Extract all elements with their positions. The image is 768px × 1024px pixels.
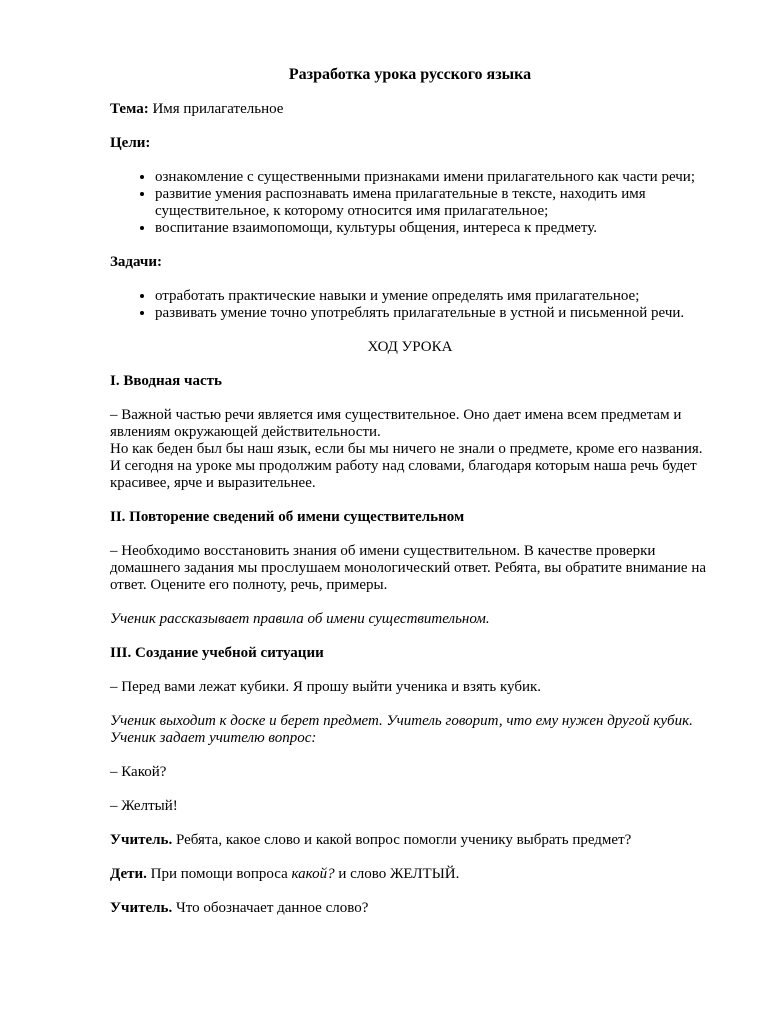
document-page [110, 66, 710, 934]
tasks-item: • отработать практические навыки и умение определять имя прилагательное; [155, 288, 710, 305]
children-text: и слово ЖЕЛТЫЙ. [334, 866, 460, 882]
section3-paragraph: – Перед вами лежат кубики. Я прошу выйти ученика и взять кубик. [110, 679, 542, 695]
topic-value: Имя прилагательное [148, 101, 284, 117]
teacher-label: Учитель. [110, 832, 173, 848]
lesson-heading: ХОД УРОКА [367, 339, 453, 355]
section1-paragraph: И сегодня на уроке мы продолжим работу над словами, благодаря которым наша речь будет красивее, ярче и выразительнее. [110, 458, 697, 491]
document-title: Разработка урока русского языка [288, 66, 532, 83]
teacher-line-2 [110, 900, 710, 917]
children-text: При помощи вопроса [146, 866, 292, 882]
section1-body [110, 407, 710, 492]
section1-paragraph: Но как беден был бы наш язык, если бы мы ничего не знали о предмете, кроме его названия. [110, 441, 703, 457]
section3-note: Ученик выходит к доске и берет предмет. Учитель говорит, что ему нужен другой кубик. Ученик задает учителю вопрос: [110, 713, 693, 746]
teacher-line-1 [110, 832, 710, 849]
tasks-item: • развивать умение точно употреблять прилагательные в устной и письменной речи. [155, 305, 710, 322]
topic-label: Тема: [110, 101, 149, 117]
teacher-text: Что обозначает данное слово? [172, 900, 369, 916]
goals-item: • воспитание взаимопомощи, культуры общения, интереса к предмету. [155, 220, 710, 237]
teacher-label: Учитель. [110, 900, 173, 916]
section1-heading: I. Вводная часть [110, 373, 222, 389]
dialogue-answer: – Желтый! [110, 798, 178, 814]
section3-heading: III. Создание учебной ситуации [110, 645, 324, 661]
teacher-text: Ребята, какое слово и какой вопрос помогли ученику выбрать предмет? [172, 832, 632, 848]
section2-heading: II. Повторение сведений об имени существительном [110, 509, 465, 525]
tasks-list [110, 288, 710, 322]
section2-paragraph: – Необходимо восстановить знания об имени существительном. В качестве проверки домашнего задания мы прослушаем монологический ответ. Ребята, вы обратите внимание на ответ. Оцените его полноту, речь, примеры. [110, 543, 707, 593]
topic-line [110, 101, 710, 118]
goals-list [110, 169, 710, 237]
section2-note: Ученик рассказывает правила об имени существительном. [110, 611, 490, 627]
children-label: Дети. [110, 866, 147, 882]
goals-heading: Цели: [110, 135, 151, 151]
tasks-heading: Задачи: [110, 254, 163, 270]
goals-item: • развитие умения распознавать имена прилагательные в тексте, находить имя существительное, к которому относится имя прилагательное; [155, 186, 710, 220]
children-text-italic: какой? [291, 866, 335, 882]
dialogue-question: – Какой? [110, 764, 167, 780]
goals-item: • ознакомление с существенными признаками имени прилагательного как части речи; [155, 169, 710, 186]
section1-paragraph: – Важной частью речи является имя существительное. Оно дает имена всем предметам и явлениям окружающей действительности. [110, 407, 682, 440]
children-line [110, 866, 710, 883]
